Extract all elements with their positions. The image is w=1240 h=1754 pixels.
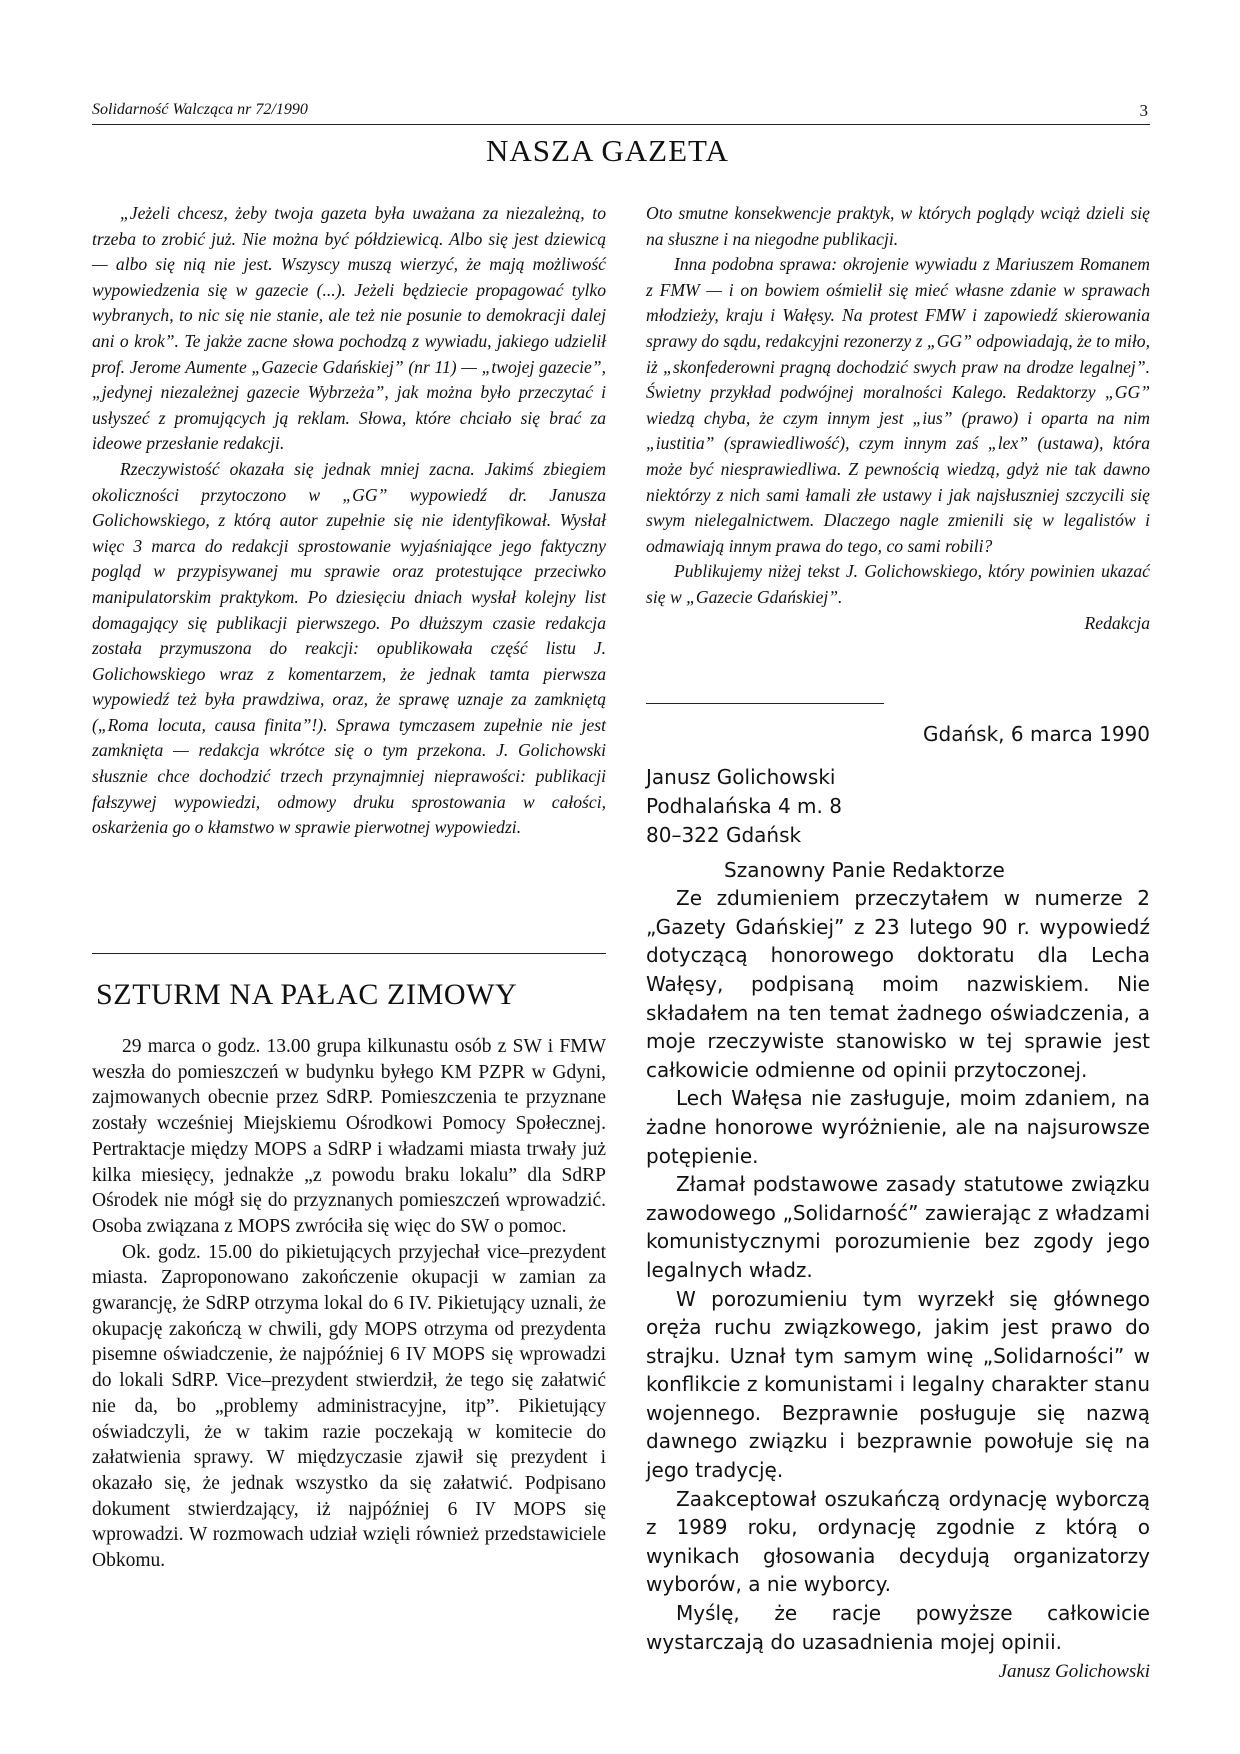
letter-paragraph: Zaakceptował oszukańczą ordynację wyborczą z 1989 roku, ordynację zgodnie z którą o wynikach głosowania decydują organizatorzy wyborów, a nie wyborcy. xyxy=(646,1486,1150,1597)
letter-salutation: Szanowny Panie Redaktorze xyxy=(724,857,1005,882)
article-paragraph: 29 marca o godz. 13.00 grupa kilkunastu osób z SW i FMW weszła do pomieszczeń w budynku byłego KM PZPR w Gdyni, zajmowanych obecnie przez SdRP. Pomieszczenia te przyznane zostały wcześniej Miejskiemu Ośrodkowi Pomocy Społecznej. Pertraktacje między MOPS a SdRP i władzami miasta trwały już kilka miesięcy, jednakże „z powodu braku lokalu” dla SdRP Ośrodek nie mógł się do przyznanych pomieszczeń wprowadzić. Osoba związana z MOPS zwróciła się więc do SW o pomoc. xyxy=(92,1036,606,1237)
address-line: Janusz Golichowski xyxy=(646,764,836,789)
letter-paragraph: Ze zdumieniem przeczytałem w numerze 2 „Gazety Gdańskiej” z 23 lutego 90 r. wypowiedź dotyczącą honorowego doktoratu dla Lecha Wałęsy, podpisaną moim nazwiskiem. Nie składałem na ten temat żadnego oświadczenia, a moje rzeczywiste stanowisko w tej sprawie jest całkowicie odmienne od opinii przytoczonej. xyxy=(646,886,1150,1082)
editorial-left-column xyxy=(92,201,606,841)
section-title: NASZA GAZETA xyxy=(486,133,729,168)
article-body xyxy=(92,1034,606,1574)
letter-paragraph: Lech Wałęsa nie zasługuje, moim zdaniem, na żadne honorowe wyróżnienie, ale na najsurowsze potępienie. xyxy=(646,1086,1150,1168)
editorial-paragraph: Oto smutne konsekwencje praktyk, w których poglądy wciąż dzieli się na słuszne i na niegodne publikacji. xyxy=(646,203,1150,249)
letter-paragraph: W porozumieniu tym wyrzekł się głównego oręża ruchu związkowego, jakim jest prawo do strajku. Uznał tym samym winę „Solidarności” w konflikcie z komunistami i legalny charakter stanu wojennego. Bezprawnie posługuje się nazwą dawnego związku i bezprawnie powołuje się na jego tradycję. xyxy=(646,1286,1150,1483)
letter xyxy=(646,720,1150,1687)
letter-paragraph: Myślę, że racje powyższe całkowicie wystarczają do uzasadnienia mojej opinii. xyxy=(646,1601,1150,1654)
page-header xyxy=(92,101,1150,125)
letter-body xyxy=(646,884,1150,1656)
editorial-right-column xyxy=(646,201,1150,636)
editorial-paragraph: Rzeczywistość okazała się jednak mniej zacna. Jakimś zbiegiem okoliczności przytoczono w „GG” wypowiedź dr. Janusza Golichowskiego, z którą autor zupełnie się nie identyfikował. Wysłał więc 3 marca do redakcji sprostowanie wyjaśniające jego faktyczny pogląd w przypisywanej mu sprawie oraz protestujące przeciwko manipulatorskim praktykom. Po dziesięciu dniach wysłał kolejny list domagający się publikacji pierwszego. Po dłuższym czasie redakcja została przymuszona do reakcji: opublikowała część listu J. Golichowskiego wraz z komentarzem, że jednak tamta pierwsza wypowiedź też była prawdziwa, oraz, że sprawę uznaje za zamkniętą („Roma locuta, causa finita”!). Sprawa tymczasem zupełnie nie jest zamknięta — redakcja wkrótce się o tym przekona. J. Golichowski słusznie chce dochodzić trzech przynajmniej nieprawości: publikacji fałszywej wypowiedzi, odmowy druku sprostowania w całości, oskarżenia go o kłamstwo w sprawie pierwotnej wypowiedzi. xyxy=(92,458,606,838)
editorial-paragraph: Inna podobna sprawa: okrojenie wywiadu z Mariuszem Romanem z FMW — i on bowiem ośmielił się mieć własne zdanie w sprawach młodzieży, kraju i Wałęsy. Na protest FMW i zapowiedź skierowania sprawy do sądu, redakcyjni rezonerzy z „GG” odpowiadają, że to miło, iż „skonfederowni pragną dochodzić swych praw na drodze legalnej”. Świetny przykład podwójnej moralności Kalego. Redaktorzy „GG” wiedzą chyba, że czym innym jest „ius” (prawo) i oparta na nim „iustitia” (sprawiedliwość), czym innym zaś „lex” (ustawa), która może być niesprawiedliwa. Z pewnością wiedzą, gdyż nie tak dawno niektórzy z nich sami łamali złe ustawy i jak najsłuszniej szczycili się swym nielegalnictwem. Dlaczego nagle zmienili się w legalistów i odmawiają innym prawa do tego, co sami robili? xyxy=(646,254,1150,556)
address-line: Podhalańska 4 m. 8 xyxy=(646,793,842,818)
editorial-paragraph: „Jeżeli chcesz, żeby twoja gazeta była uważana za niezależną, to trzeba to zrobić już. Nie można być półdziewicą. Albo się jest dziewicą — albo się nią nie jest. Wszyscy muszą wierzyć, że mają możliwość wypowiedzenia się w gazecie (...). Jeżeli będziecie propagować tylko wybranych, to nic się nie stanie, ale też nie posunie to demokracji dalej ani o krok”. Te jakże zacne słowa pochodzą z wywiadu, jakiego udzielił prof. Jerome Aumente „Gazecie Gdańskiej” (nr 11) — „twojej gazecie”, „jedynej niezależnej gazecie Wybrzeża”, jak można było przeczytać i usłyszeć z promujących ją reklam. Słowa, które chciało się brać za ideowe przesłanie redakcji. xyxy=(92,203,606,454)
address-line: 80–322 Gdańsk xyxy=(646,822,802,847)
letter-signature: Janusz Golichowski xyxy=(998,1661,1150,1683)
page-number: 3 xyxy=(1139,101,1148,120)
letter-date: Gdańsk, 6 marca 1990 xyxy=(923,722,1150,746)
editorial-signature: Redakcja xyxy=(1084,612,1150,633)
divider-rule xyxy=(646,703,884,704)
editorial-paragraph: Publikujemy niżej tekst J. Golichowskiego, który powinien ukazać się w „Gazecie Gdańskiej”. xyxy=(646,561,1150,607)
publication-name: Solidarność Walcząca nr 72/1990 xyxy=(92,101,308,118)
article-title: SZTURM NA PAŁAC ZIMOWY xyxy=(96,978,518,1011)
letter-address xyxy=(646,763,1150,850)
letter-paragraph: Złamał podstawowe zasady statutowe związku zawodowego „Solidarność” zawierając z władzami komunistycznymi porozumienie bez zgody jego legalnych władz. xyxy=(646,1172,1150,1282)
divider-rule xyxy=(92,953,606,954)
article-paragraph: Ok. godz. 15.00 do pikietujących przyjechał vice–prezydent miasta. Zaproponowano zakończenie okupacji w zamian za gwarancję, że SdRP otrzyma lokal do 6 IV. Pikietujący uznali, że okupację zakończą w chwili, gdy MOPS otrzyma od prezydenta pisemne oświadczenie, że najpóźniej 6 IV MOPS się wprowadzi do lokali SdRP. Vice–prezydent stwierdził, że tego się załatwić nie da, bo „problemy administracyjne, itp”. Pikietujący oświadczyli, że w takim razie poczekają w komitecie do załatwienia sprawy. W międzyczasie zjawił się prezydent i okazało się, że jednak wszystko da się załatwić. Podpisano dokument stwierdzający, iż najpóźniej 6 IV MOPS się wprowadzi. W rozmowach udział wzięli również przedstawiciele Obkomu. xyxy=(92,1241,606,1572)
